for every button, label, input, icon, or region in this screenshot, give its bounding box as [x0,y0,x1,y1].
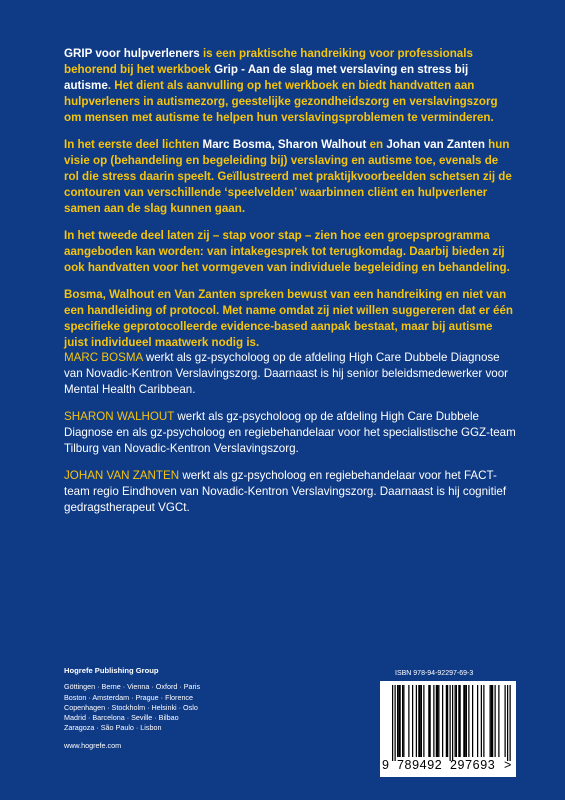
barcode-bar [491,685,492,757]
city-line: Madrid · Barcelona · Seville · Bilbao [64,713,179,723]
barcode-bar [430,685,431,757]
publisher-block [64,666,200,751]
intro-paragraph: GRIP voor hulpverleners is een praktische handreiking voor professionals behorend bij het werkboek Grip - Aan de slag met verslaving en stress bij autisme. Het dient als aanvulling op het werkboek en biedt handvatten aan hulpverleners in autismezorg, geestelijke gezondheidszorg en verslavingszorg om mensen met autisme te helpen hun verslavingsproblemen te verminderen. [64,47,498,124]
barcode-bar [433,685,434,757]
barcode-bar [507,685,508,761]
barcode-bar [395,685,396,761]
barcode-bar [420,685,421,757]
barcode-bar [408,685,409,757]
barcode-bar [447,685,448,757]
barcode-bar [442,685,443,757]
barcode-bar [463,685,464,757]
barcode-bar [465,685,466,757]
barcode-bar [460,685,461,757]
barcode-bar [446,685,447,757]
bio-johan-van-zanten: JOHAN VAN ZANTEN werkt als gz-psycholoog en regiebehandelaar voor het FACT-team regio Eindhoven van Novadic-Kentron Verslavingszorg. Daarnaast is hij cognitief gedragstherapeut VGCt. [64,469,507,514]
barcode-bar [428,685,429,757]
barcode-bar [412,685,413,757]
barcode-bar [472,685,473,757]
barcode-bar [438,685,439,757]
barcode-bar [490,685,491,757]
barcode-bar [483,685,484,757]
barcode-bar [455,685,456,757]
city-line: Zaragoza · São Paulo · Lisbon [64,723,162,733]
author-names: Marc Bosma, Sharon Walhout [202,138,367,151]
city-line: Copenhagen · Stockholm · Helsinki · Oslo [64,702,198,712]
barcode-bar [505,685,506,757]
barcode-bar [421,685,422,757]
barcode-digits [380,758,516,776]
barcode-bar [398,685,399,757]
barcode-bars [380,681,516,761]
barcode-bar [466,685,467,757]
publisher-name: Hogrefe Publishing Group [64,666,159,675]
barcode-bar [456,685,457,757]
author-name-3: Johan van Zanten [386,138,485,151]
publisher-url: www.hogrefe.com [64,740,122,750]
publisher-cities [64,682,200,733]
barcode-bar [452,685,453,761]
barcode-bar [423,685,424,757]
book-title: GRIP voor hulpverleners [64,47,200,60]
barcode-bar [400,685,401,757]
bio-marc-bosma: MARC BOSMA werkt als gz-psycholoog op de afdeling High Care Dubbele Diagnose van Novadic-Kentron Verslavingszorg. Daarnaast is hij senior beleidsmedewerker voor Mental Health Caribbean. [64,351,508,396]
barcode-group-1: 789492 [397,758,443,772]
barcode-bar [492,685,493,757]
barcode-bar [498,685,499,757]
part2-paragraph: In het tweede deel laten zij – stap voor stap – zien hoe een groepsprogramma aangeboden kan worden: van intakegesprek tot terugkomdag. Daarbij bieden zij ook handvatten voor het vormgeven van individuele begeleiding en behandeling. [64,229,510,274]
barcode-bar [481,685,482,757]
barcode-bar [468,685,469,757]
part3-paragraph: Bosma, Walhout en Van Zanten spreken bewust van een handreiking en niet van een handleiding of protocol. Met name omdat zij niet willen suggereren dat er één specifieke geprotocolleerde evidence-based aanpak bestaat, maar bij autisme juist individueel maatwerk nodig is. [64,288,514,349]
city-line: Boston · Amsterdam · Prague · Florence [64,692,194,702]
bio-sharon-walhout: SHARON WALHOUT werkt als gz-psycholoog op de afdeling High Care Dubbele Diagnose en als gz-psycholoog en regiebehandelaar voor het specialistische GGZ-team Tilburg van Novadic-Kentron Verslavingszorg. [64,410,516,455]
barcode-bar [397,685,398,757]
barcode-bar [436,685,437,757]
barcode-bar [450,685,451,761]
isbn-label: ISBN 978-94-92297-69-3 [395,670,474,677]
bio-name: SHARON WALHOUT [64,410,175,423]
barcode-bar [403,685,404,757]
barcode-bar [477,685,478,757]
bio-name: JOHAN VAN ZANTEN [64,469,180,482]
barcode-group-2: 297693 [450,758,496,772]
description [64,46,516,362]
barcode-bar [392,685,393,761]
part1-paragraph: In het eerste deel lichten Marc Bosma, Sharon Walhout en Johan van Zanten hun visie op (behandeling en begeleiding bij) verslaving en autisme toe, evenals de rol die stress daarin speelt. Geïllustreerd met praktijkvoorbeelden schetsen zij de contouren van verschillende ‘speelvelden’ waarbinnen cliënt en hulpverlener samen aan de slag kunnen gaan. [64,138,512,215]
isbn-barcode [380,681,516,777]
barcode-lead-digit: 9 [382,758,390,772]
barcode-bar [416,685,417,757]
barcode-bar [495,685,496,757]
barcode-bar [510,685,511,761]
barcode-bar [418,685,419,757]
barcode-arrow: > [504,758,512,772]
barcode-bar [402,685,403,757]
bio-name: MARC BOSMA [64,351,143,364]
author-bios [64,350,516,527]
barcode-bar [437,685,438,757]
workbook-title: Grip - Aan de slag met verslaving en stress bij autisme [64,63,469,92]
city-line: Göttingen · Berne · Vienna · Oxford · Paris [64,682,201,692]
barcode-bar [458,685,459,757]
